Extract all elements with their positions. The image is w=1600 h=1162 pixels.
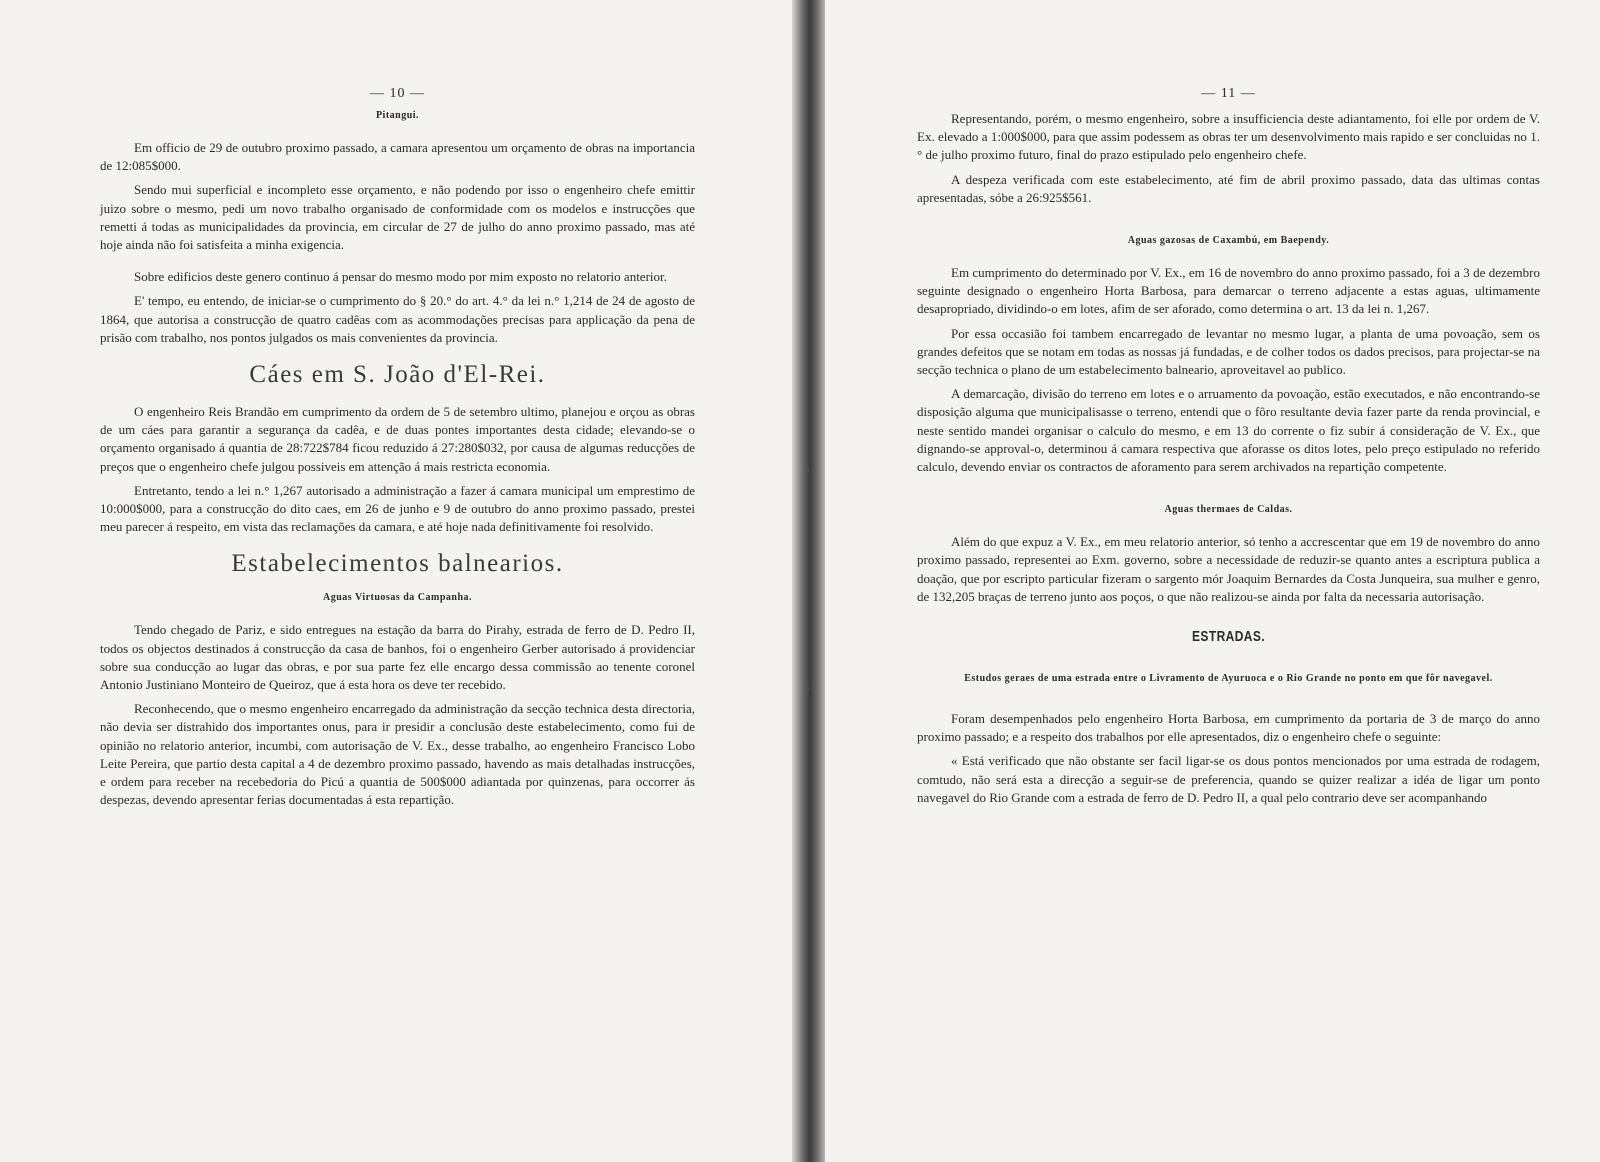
paragraph: Tendo chegado de Pariz, e sido entregues na estação da barra do Pirahy, estrada de ferro de D. Pedro II, todos os objectos destinados á construcção da casa de banhos, foi o engenheiro Gerber autorisado á providenciar sobre sua conducção ao lugar das obras, e por sua parte fez elle encargo dessa commissão ao tenente coronel Antonio Justiniano Monteiro de Queiroz, que á esta hora os deve ter recebido. [100, 622, 695, 693]
right-page [825, 0, 1600, 1162]
paragraph: Sendo mui superficial e incompleto esse orçamento, e não podendo por isso o engenheiro chefe emittir juizo sobre o mesmo, pedi um novo trabalho organisado de conformidade com os modelos e instrucções que remetti á todas as municipalidades da provincia, em circular de 27 de julho do anno proximo passado, mas até hoje ainda não foi satisfeita a minha exigencia. [100, 182, 695, 253]
page-number: — 10 — [370, 86, 425, 101]
section-heading: Pitangui. [375, 110, 420, 121]
paragraph: Por essa occasião foi tambem encarregado de levantar no mesmo lugar, a planta de uma povoação, sem os grandes defeitos que se notam em todas as nossas já fundadas, e de colher todos os dados precisos, para projectar-se na secção technica o plano de um estabelecimento balneario, aproveitavel ao publico. [917, 325, 1540, 378]
paragraph: A demarcação, divisão do terreno em lotes e o arruamento da povoação, estão executados, e não encontrando-se disposição alguma que municipalisasse o terreno, entendi que o fôro resultante devia fazer parte da renda provincial, e neste sentido mandei organisar o calculo do mesmo, e em 13 do corrente o fiz subir á consideração de V. Ex., que dignando-se approval-o, determinou á camara respectiva que aforasse os ditos lotes, pelo preço estipulado no referido calculo, devendo enviar os contractos de aforamento para serem archivados na repartição competente. [917, 386, 1540, 475]
page-number: — 11 — [1201, 86, 1256, 101]
section-heading: Aguas thermaes de Caldas. [1164, 504, 1293, 516]
paragraph: Em cumprimento do determinado por V. Ex., em 16 de novembro do anno proximo passado, foi a 3 de dezembro seguinte designado o engenheiro Horta Barbosa, para demarcar o terreno adjacente a estas aguas, ultimamente desapropriado, dividindo-o em lotes, afim de ser aforado, como determina o art. 13 da lei n. 1,267. [917, 265, 1540, 317]
paragraph: Sobre edificios deste genero continuo á pensar do mesmo modo por mim exposto no relatorio anterior. [134, 269, 667, 285]
paragraph: Além do que expuz a V. Ex., em meu relatorio anterior, só tenho a accrescentar que em 19 de novembro do anno proximo passado, representei ao Exm. governo, sobre a necessidade de reduzir-se quanto antes a escriptura publica a doação, que por escripto particular fizeram o sargento mór Joaquim Bernardes da Costa Junqueira, sua mulher e genro, de 132,205 braças de terreno junto aos poços, o que não realizou-se ainda por falta da necessaria autorisação. [917, 534, 1540, 604]
paragraph: Foram desempenhados pelo engenheiro Horta Barbosa, em cumprimento da portaria de 3 de março do anno proximo passado; e a respeito dos trabalhos por elle apresentados, diz o engenheiro chefe o seguinte: [917, 711, 1540, 745]
paragraph: Reconhecendo, que o mesmo engenheiro encarregado da administração da secção technica desta directoria, não devia ser distrahido dos importantes onus, para ir presidir a conclusão deste estabelecimento, como fui de opinião no relatorio anterior, incumbi, com autorisação de V. Ex., desse trabalho, ao engenheiro Francisco Lobo Leite Pereira, que partio desta capital a 4 de dezembro proximo passado, havendo as mais detalhadas instrucções, e ordem para receber na recebedoria do Picú a quantia de 500$000 adiantada por quinzenas, para occorrer ás despezas, devendo apresentar ferias documentadas á esta repartição. [100, 701, 695, 808]
paragraph: Em officio de 29 de outubro proximo passado, a camara apresentou um orçamento de obras na importancia de 12:085$000. [100, 140, 695, 174]
paragraph: Representando, porém, o mesmo engenheiro, sobre a insufficiencia deste adiantamento, foi elle por ordem de V. Ex. elevado a 1:000$000, para que assim podessem as obras ter um desenvolvimento mais rapido e ser concluidas no 1.° de julho proximo futuro, final do prazo estipulado pelo engenheiro chefe. [917, 111, 1540, 163]
book-gutter [792, 0, 828, 1162]
paragraph: E' tempo, eu entendo, de iniciar-se o cumprimento do § 20.° do art. 4.° da lei n.° 1,214 de 24 de agosto de 1864, que autorisa a construcção de quatro cadêas com as acommodações precisas para applicação da pena de prisão com trabalho, nos pontos julgados os mais convenientes da provincia. [100, 293, 695, 345]
binding-mark: › [806, 462, 810, 476]
section-title: Estabelecimentos balnearios. [231, 550, 564, 578]
section-title: Cáes em S. João d'El-Rei. [249, 361, 546, 389]
binding-mark: › [806, 680, 810, 694]
section-heading: Aguas gazosas de Caxambú, em Baependy. [1127, 235, 1330, 247]
left-page [0, 0, 795, 1162]
section-subheading: Estudos geraes de uma estrada entre o Livramento de Ayuruoca e o Rio Grande no ponto em que fôr navegavel. [964, 673, 1493, 685]
paragraph: « Está verificado que não obstante ser facil ligar-se os dous pontos mencionados por uma estrada de rodagem, comtudo, não será esta a direcção a seguir-se de preferencia, quando se quizer realizar a idéa de ligar um ponto navegavel do Rio Grande com a estrada de ferro de D. Pedro II, a qual pelo contrario deve ser acompanhando [917, 753, 1540, 805]
paragraph: Entretanto, tendo a lei n.° 1,267 autorisado a administração a fazer á camara municipal um emprestimo de 10:000$000, para a construcção do dito caes, em 26 de junho e 9 de outubro do anno proximo passado, prestei meu parecer á respeito, em vista das reclamações da camara, e até hoje nada definitivamente foi resolvido. [100, 482, 695, 535]
paragraph: O engenheiro Reis Brandão em cumprimento da ordem de 5 de setembro ultimo, planejou e orçou as obras de um cáes para garantir a segurança da cadêa, e de duas pontes importantes desta cidade; elevando-se o orçamento organisado á quantia de 28:722$784 ficou reduzido á 27:280$032, por causa de algumas reducções de preços que o engenheiro chefe julgou possiveis em attenção á mais restricta economia. [100, 404, 695, 474]
section-subheading: Aguas Virtuosas da Campanha. [322, 592, 473, 604]
paragraph: A despeza verificada com este estabelecimento, até fim de abril proximo passado, data das ultimas contas apresentadas, sóbe a 26:925$561. [917, 171, 1540, 205]
section-title: ESTRADAS. [1192, 628, 1265, 646]
